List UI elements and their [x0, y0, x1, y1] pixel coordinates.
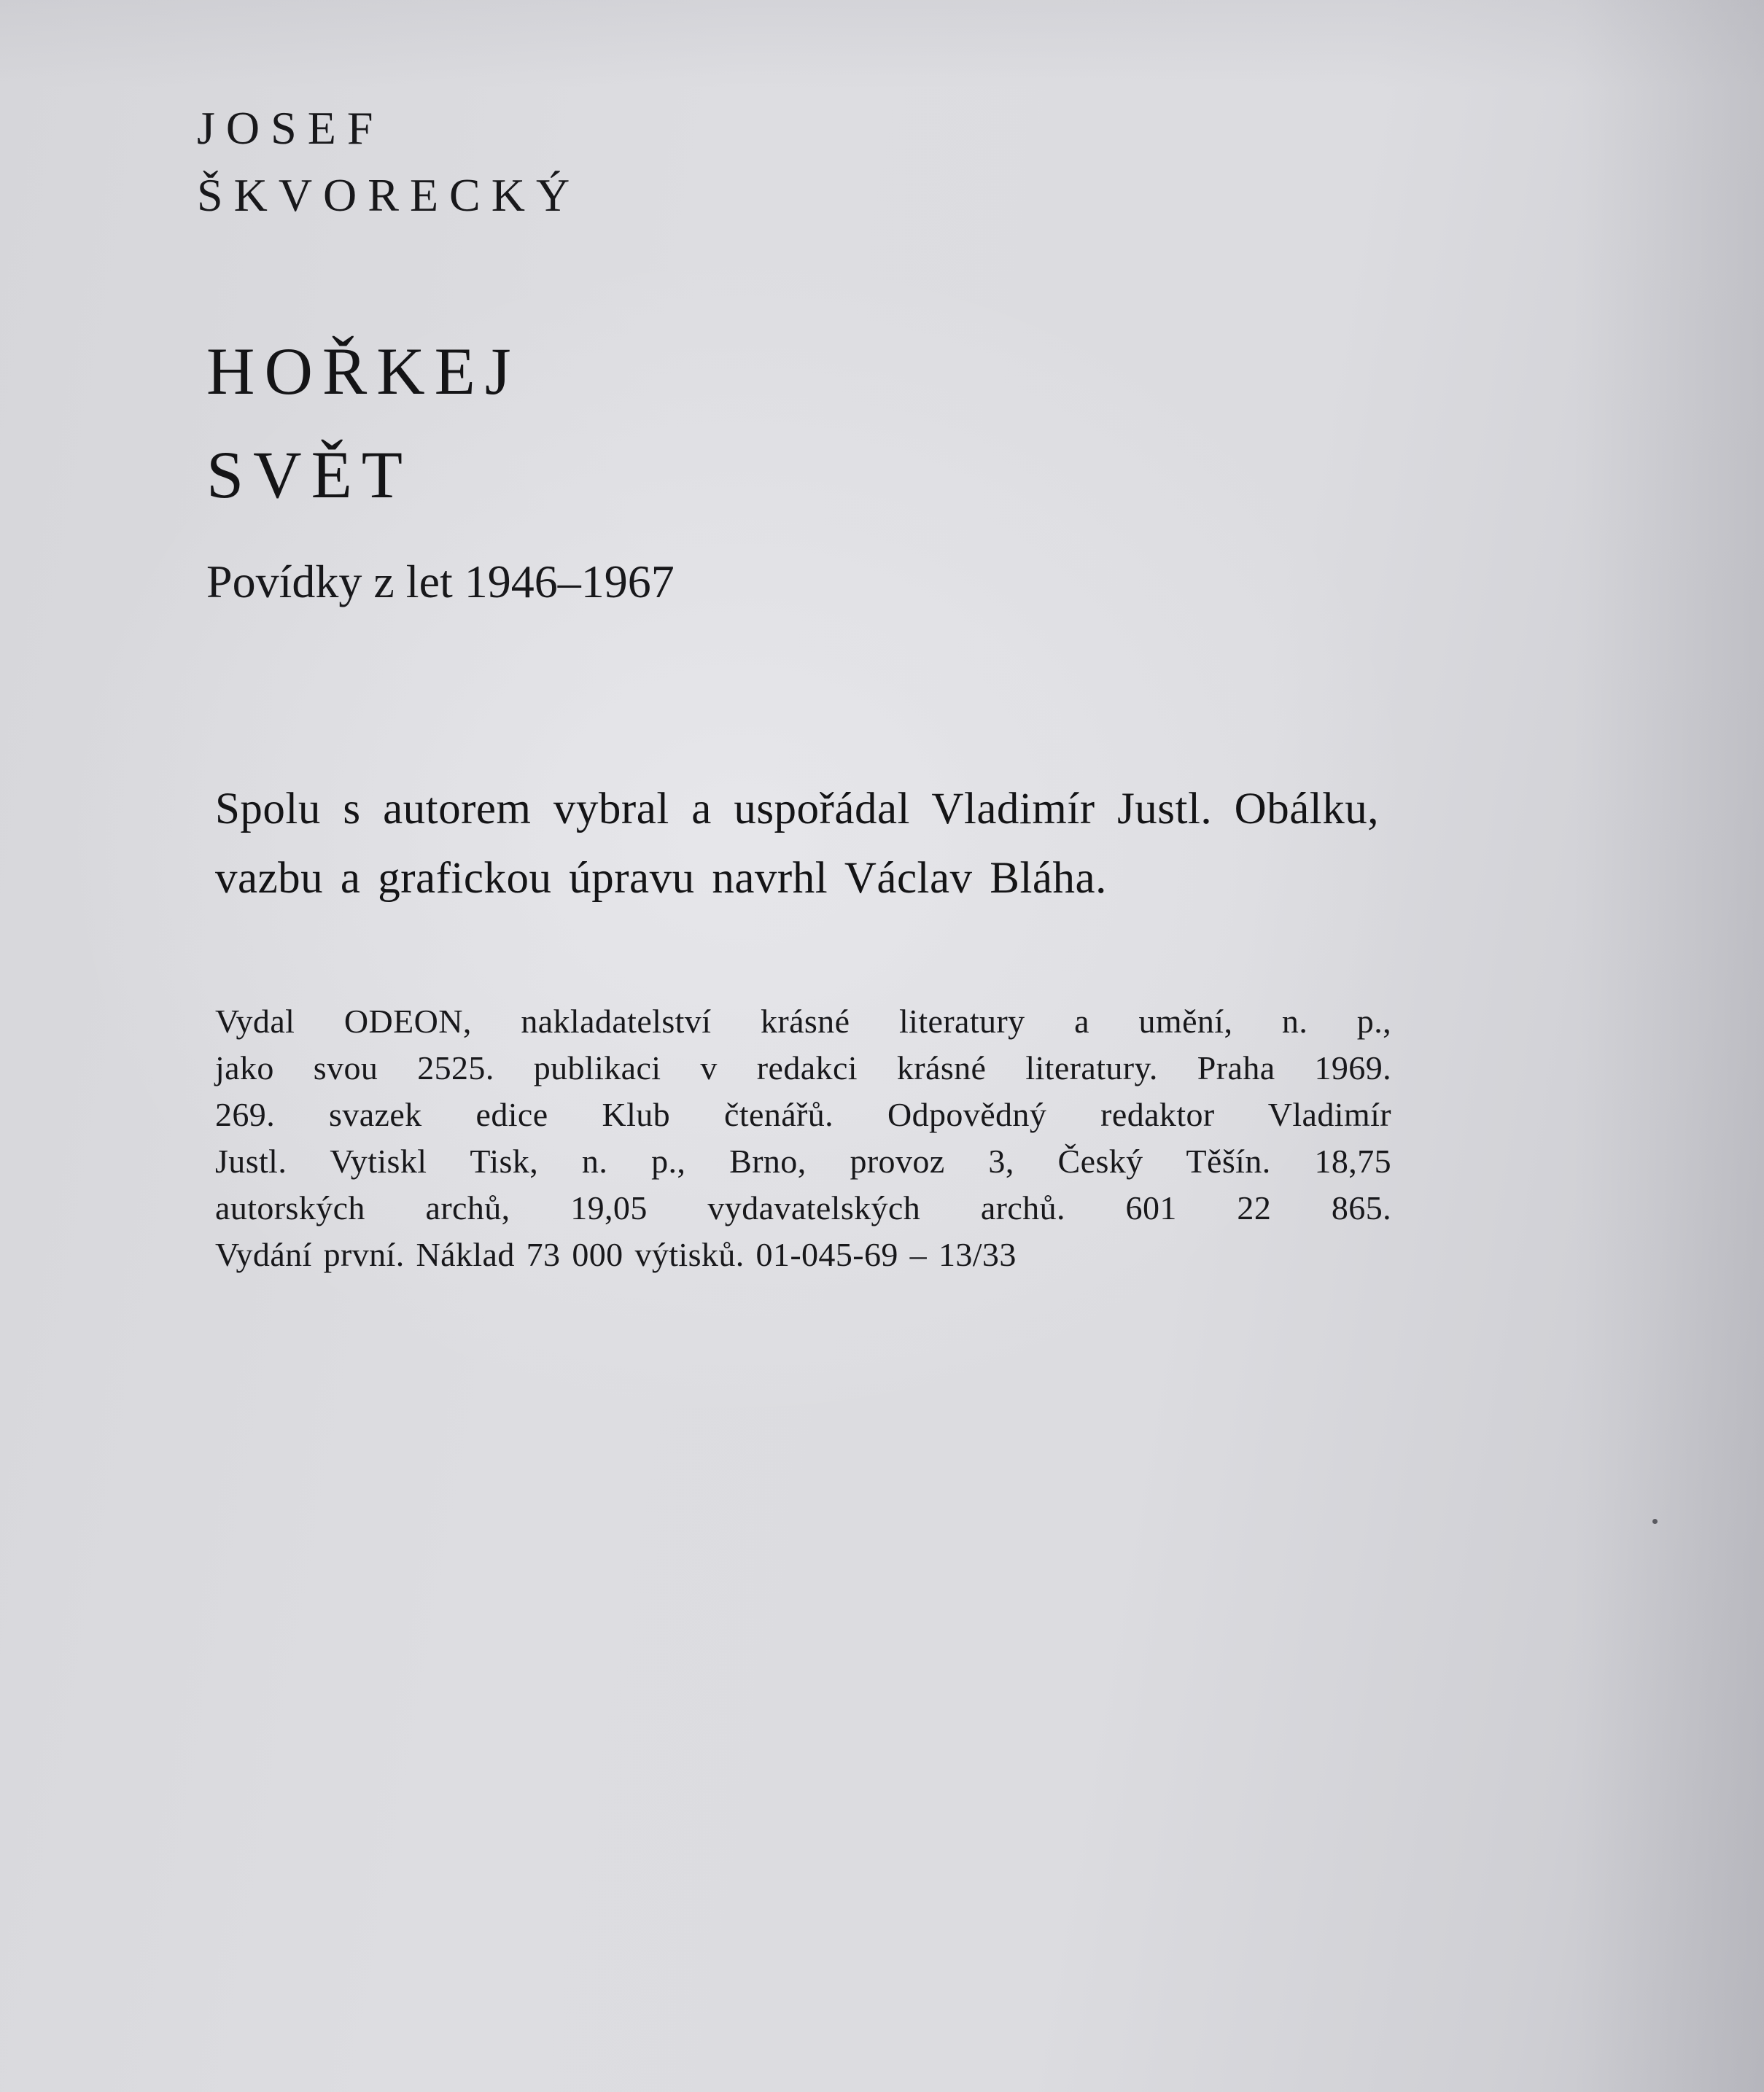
page-shadow-right: [1574, 0, 1764, 2092]
editor-credits: Spolu s autorem vybral a uspořádal Vladimír Justl. Obálku, vazbu a grafickou úpravu navrhl Václav Bláha.: [215, 785, 1379, 903]
imprint-line: Vydal ODEON, nakladatelství krásné literatury a umění, n. p.,: [215, 1003, 1391, 1040]
author-name: [197, 95, 580, 229]
author-first-name: JOSEF: [197, 102, 384, 154]
author-last-name: ŠKVORECKÝ: [197, 169, 581, 221]
publisher-imprint: [215, 998, 1391, 1278]
imprint-line: 269. svazek edice Klub čtenářů. Odpovědný redaktor Vladimír: [215, 1096, 1391, 1133]
page-shadow-top: [0, 0, 1764, 88]
book-title-line-2: SVĚT: [206, 438, 412, 512]
book-title: [206, 319, 521, 526]
imprint-line: Vydání první. Náklad 73 000 výtisků. 01-045-69 – 13/33: [215, 1236, 1017, 1273]
paper-speck: [1652, 1519, 1658, 1524]
book-title-line-1: HOŘKEJ: [206, 334, 521, 408]
book-subtitle: Povídky z let 1946–1967: [206, 556, 675, 607]
imprint-line: jako svou 2525. publikaci v redakci krásné literatury. Praha 1969.: [215, 1049, 1391, 1086]
imprint-line: autorských archů, 19,05 vydavatelských archů. 601 22 865.: [215, 1189, 1391, 1226]
imprint-line: Justl. Vytiskl Tisk, n. p., Brno, provoz 3, Český Těšín. 18,75: [215, 1143, 1391, 1180]
